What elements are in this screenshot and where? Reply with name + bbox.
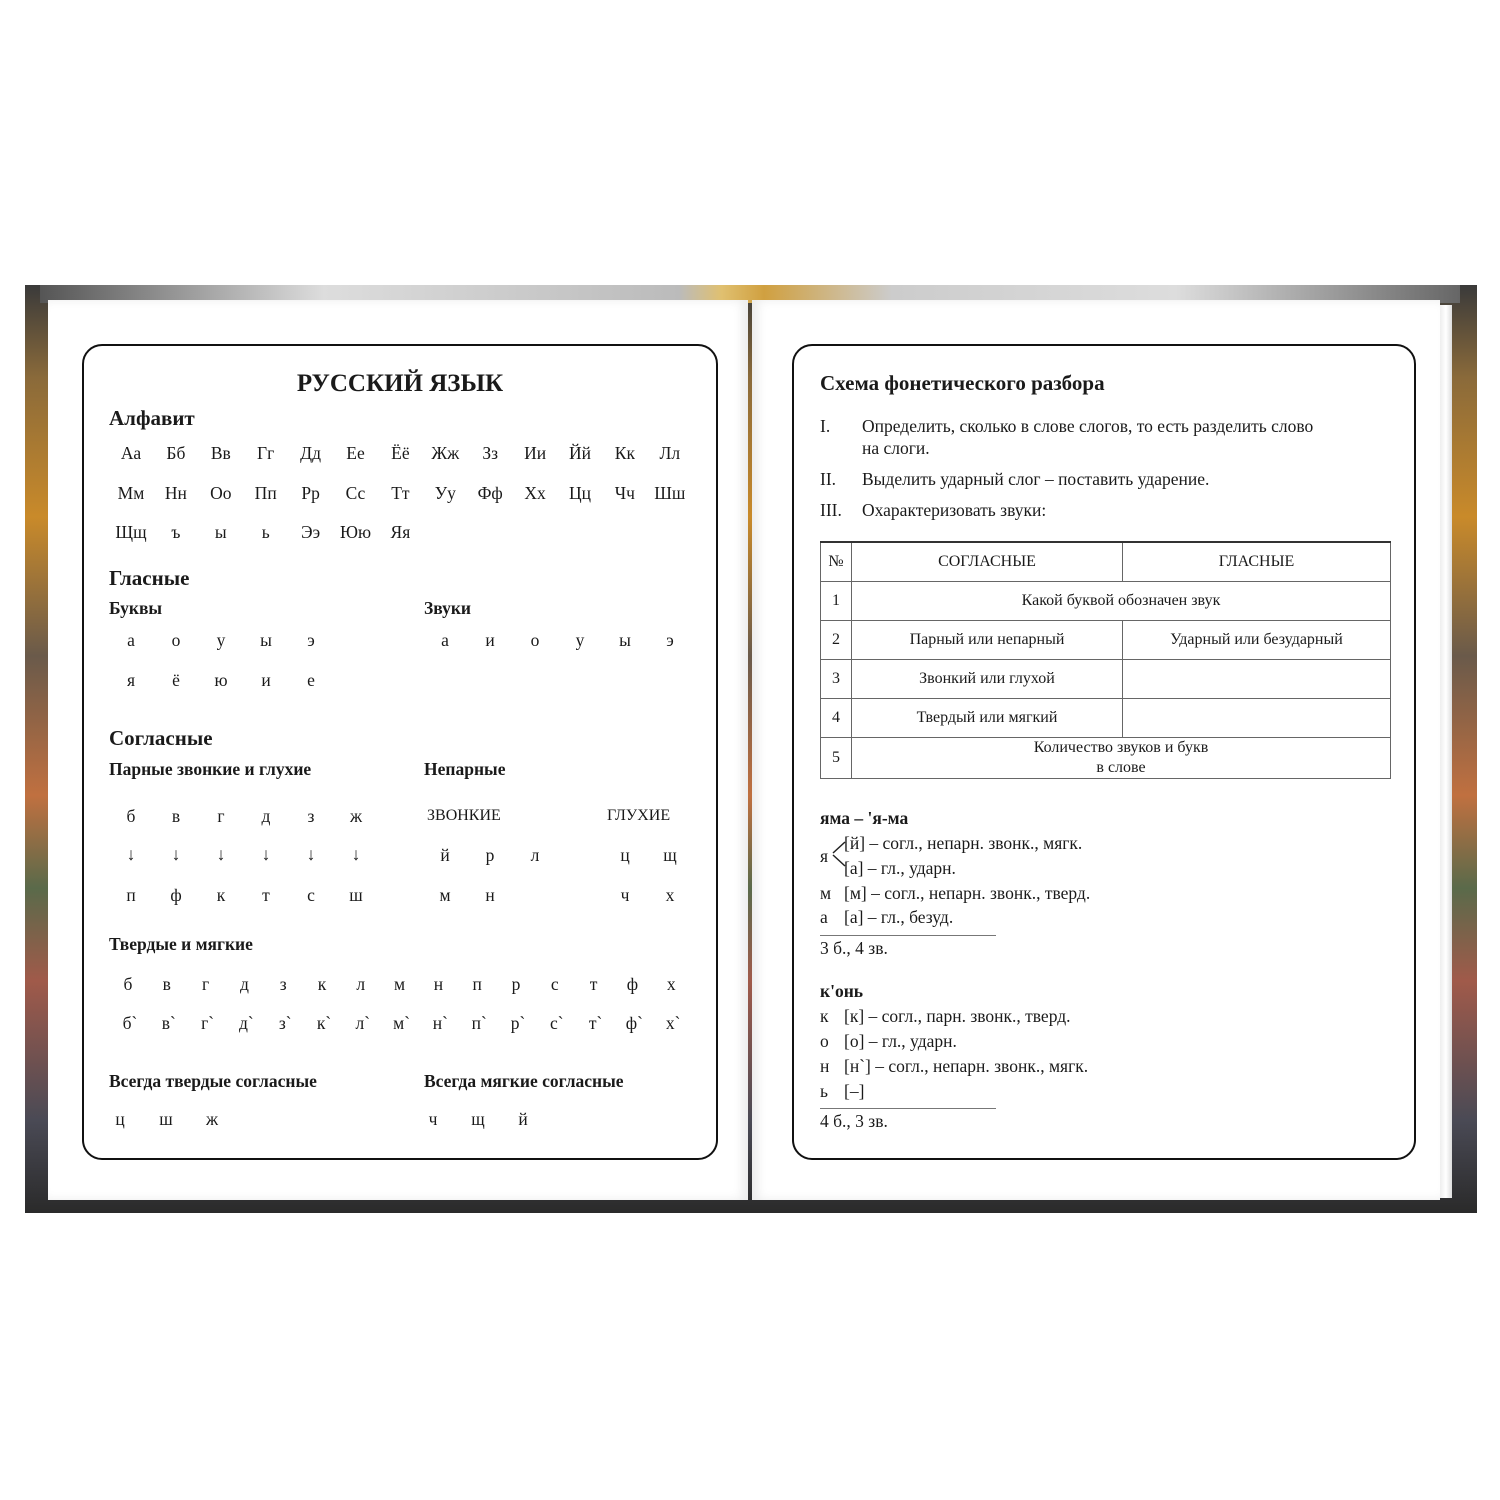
vowel-letter: е bbox=[307, 670, 315, 690]
hard-consonant: т bbox=[589, 974, 598, 994]
header-num: № bbox=[821, 542, 852, 582]
example-letter: я bbox=[820, 846, 829, 866]
vowel-sound: ы bbox=[619, 630, 631, 650]
alphabet-letter: Жж bbox=[431, 443, 460, 463]
soft-consonant: с` bbox=[549, 1013, 564, 1033]
soft-consonant: л` bbox=[355, 1013, 371, 1033]
alphabet-letter: Кк bbox=[614, 443, 635, 463]
row-vowel bbox=[1123, 660, 1391, 699]
vowel-sound: э bbox=[666, 630, 674, 650]
alphabet-letter: Оо bbox=[210, 482, 232, 503]
alphabet-letter: Тт bbox=[391, 482, 410, 503]
hard-consonant: б bbox=[123, 974, 133, 994]
vowel-sound: о bbox=[530, 630, 540, 650]
subheading-hard-soft: Твердые и мягкие bbox=[109, 934, 253, 954]
alphabet-letter: Цц bbox=[568, 482, 592, 503]
paired-voiceless: к bbox=[216, 885, 226, 905]
always-soft: щ bbox=[471, 1109, 485, 1129]
soft-consonant: н` bbox=[432, 1013, 448, 1033]
alphabet-letter: Ээ bbox=[301, 522, 321, 542]
always-soft: й bbox=[518, 1109, 528, 1129]
vowel-letter: а bbox=[127, 630, 135, 650]
soft-consonant: б` bbox=[122, 1013, 138, 1033]
example-letter: ь bbox=[820, 1081, 828, 1101]
vowel-letter: у bbox=[216, 630, 226, 650]
hard-consonant: с bbox=[550, 974, 559, 994]
example-letter: н bbox=[820, 1056, 830, 1076]
soft-consonant: г` bbox=[201, 1013, 215, 1033]
paired-voiced: б bbox=[126, 806, 136, 826]
table-row bbox=[821, 738, 1391, 779]
example-word: яма – 'я-ма bbox=[820, 808, 909, 828]
example-line: [а] – гл., безуд. bbox=[844, 907, 954, 927]
section-heading-consonants: Согласные bbox=[109, 726, 213, 750]
step-text: на слоги. bbox=[862, 438, 930, 458]
unpaired-voiced: н bbox=[485, 885, 495, 905]
vowel-letter: ю bbox=[214, 670, 228, 690]
alphabet-letter: Аа bbox=[120, 443, 142, 463]
hard-consonant: к bbox=[317, 974, 327, 994]
example-line: [о] – гл., ударн. bbox=[844, 1031, 957, 1051]
step-text: Охарактеризовать звуки: bbox=[862, 500, 1047, 520]
hard-consonant: л bbox=[356, 974, 366, 994]
table-row bbox=[821, 699, 1391, 738]
alphabet-letter: Рр bbox=[301, 482, 320, 503]
example-word: к'онь bbox=[820, 981, 864, 1001]
alphabet-letter: Ии bbox=[524, 443, 547, 463]
example-letter: о bbox=[820, 1031, 829, 1051]
table-header-row bbox=[821, 542, 1391, 582]
right-title: Схема фонетического разбора bbox=[820, 371, 1105, 395]
always-hard: ш bbox=[159, 1109, 173, 1129]
row-consonant: Парный или непарный bbox=[852, 621, 1123, 660]
phonetic-table bbox=[820, 541, 1391, 779]
arrow-down-icon: ↓ bbox=[306, 844, 316, 864]
arrow-down-icon: ↓ bbox=[171, 844, 181, 864]
hard-consonant: р bbox=[511, 974, 521, 994]
soft-consonant: п` bbox=[471, 1013, 487, 1033]
vowel-sound: а bbox=[441, 630, 449, 650]
vowel-letter: я bbox=[126, 670, 136, 690]
alphabet-letter: Вв bbox=[210, 443, 231, 463]
soft-consonant: ф` bbox=[625, 1013, 643, 1033]
paired-voiced: з bbox=[307, 806, 315, 826]
example-line: [й] – согл., непарн. звонк., мягк. bbox=[844, 833, 1083, 853]
alphabet-letter: Юю bbox=[339, 522, 372, 542]
always-hard: ц bbox=[115, 1109, 125, 1129]
example-total: 3 б., 4 зв. bbox=[820, 938, 888, 958]
alphabet-letter: Яя bbox=[390, 522, 411, 542]
paired-voiced: д bbox=[261, 806, 271, 826]
subheading-always-hard: Всегда твердые согласные bbox=[109, 1071, 317, 1091]
vowel-letter: э bbox=[307, 630, 315, 650]
hard-consonant: г bbox=[202, 974, 210, 994]
unpaired-voiceless: ч bbox=[620, 885, 630, 905]
alphabet-letter: Бб bbox=[166, 443, 186, 463]
subheading-unpaired: Непарные bbox=[424, 759, 506, 779]
label-voiceless: ГЛУХИЕ bbox=[607, 807, 671, 824]
alphabet-letter: Гг bbox=[257, 443, 275, 463]
vowel-sound: у bbox=[575, 630, 585, 650]
paired-voiceless: п bbox=[126, 885, 136, 905]
soft-consonant: в` bbox=[161, 1013, 176, 1033]
always-hard: ж bbox=[205, 1109, 219, 1129]
subheading-paired: Парные звонкие и глухие bbox=[109, 759, 312, 779]
row-num: 2 bbox=[821, 621, 852, 660]
hard-consonant: д bbox=[239, 974, 249, 994]
divider bbox=[820, 935, 996, 936]
vowel-sound: и bbox=[485, 630, 495, 650]
paired-voiced: г bbox=[217, 806, 225, 826]
paired-voiced: ж bbox=[349, 806, 363, 826]
unpaired-voiceless: щ bbox=[663, 845, 677, 865]
soft-consonant: з` bbox=[278, 1013, 292, 1033]
alphabet-letter: Мм bbox=[117, 482, 145, 503]
alphabet-letter: Лл bbox=[659, 443, 681, 463]
arrow-down-icon: ↓ bbox=[261, 844, 271, 864]
soft-consonant: к` bbox=[316, 1013, 332, 1033]
vowel-letter: о bbox=[171, 630, 181, 650]
left-page-frame bbox=[82, 344, 718, 1160]
row-text bbox=[852, 738, 1391, 779]
subheading-letters: Буквы bbox=[109, 598, 163, 618]
unpaired-voiced: м bbox=[439, 885, 451, 905]
paired-voiceless: т bbox=[262, 885, 270, 905]
table-row bbox=[821, 660, 1391, 699]
row-text-line2: в слове bbox=[1096, 759, 1146, 776]
soft-consonant: х` bbox=[665, 1013, 681, 1033]
row-num: 1 bbox=[821, 582, 852, 621]
unpaired-voiceless: х bbox=[665, 885, 675, 905]
soft-consonant: м` bbox=[393, 1013, 411, 1033]
step-text: Определить, сколько в слове слогов, то есть разделить слово bbox=[862, 416, 1314, 436]
alphabet-letter: Шш bbox=[654, 482, 686, 503]
section-heading-vowels: Гласные bbox=[109, 566, 190, 590]
vowel-letter: и bbox=[261, 670, 271, 690]
alphabet-letter: Ее bbox=[346, 443, 365, 463]
hard-consonant: н bbox=[433, 974, 444, 994]
paired-voiceless: ф bbox=[170, 885, 182, 905]
row-vowel bbox=[1123, 699, 1391, 738]
example-line: [м] – согл., непарн. звонк., тверд. bbox=[844, 883, 1091, 903]
alphabet-letter: Нн bbox=[164, 482, 187, 503]
example-letter: а bbox=[820, 907, 828, 927]
paired-voiceless: ш bbox=[349, 885, 363, 905]
example-letter: к bbox=[820, 1006, 829, 1026]
hard-consonant: в bbox=[162, 974, 171, 994]
unpaired-voiced: й bbox=[440, 845, 450, 865]
branch-icon bbox=[828, 838, 848, 878]
example-letter: м bbox=[820, 883, 832, 903]
row-num: 3 bbox=[821, 660, 852, 699]
row-num: 4 bbox=[821, 699, 852, 738]
hard-consonant: п bbox=[472, 974, 482, 994]
row-text: Какой буквой обозначен звук bbox=[852, 582, 1391, 621]
alphabet-letter: Зз bbox=[482, 443, 499, 463]
row-text-line1: Количество звуков и букв bbox=[1033, 739, 1209, 756]
paired-voiced: в bbox=[171, 806, 181, 826]
row-consonant: Звонкий или глухой bbox=[852, 660, 1123, 699]
subheading-always-soft: Всегда мягкие согласные bbox=[424, 1071, 624, 1091]
subheading-sounds: Звуки bbox=[424, 598, 472, 618]
hard-consonant: х bbox=[666, 974, 676, 994]
alphabet-letter: Чч bbox=[614, 482, 635, 503]
hard-consonant: ф bbox=[626, 974, 639, 994]
arrow-down-icon: ↓ bbox=[126, 844, 136, 864]
alphabet-letter: Пп bbox=[254, 482, 277, 503]
hard-consonant: м bbox=[394, 974, 406, 994]
paired-voiceless: с bbox=[307, 885, 315, 905]
step-num: II. bbox=[820, 469, 837, 489]
alphabet-letter: Дд bbox=[300, 443, 322, 463]
vowel-letter: ё bbox=[172, 670, 180, 690]
alphabet-letter: Уу bbox=[434, 482, 456, 503]
alphabet-letter: ъ bbox=[171, 522, 181, 542]
alphabet-letter: Хх bbox=[524, 482, 546, 503]
table-row bbox=[821, 582, 1391, 621]
section-heading-alphabet: Алфавит bbox=[109, 406, 195, 430]
row-vowel: Ударный или безударный bbox=[1123, 621, 1391, 660]
page-edges bbox=[1440, 305, 1452, 1198]
divider bbox=[820, 1108, 996, 1109]
hard-consonant: з bbox=[279, 974, 287, 994]
example-line: [н`] – согл., непарн. звонк., мягк. bbox=[844, 1056, 1089, 1076]
soft-consonant: р` bbox=[510, 1013, 526, 1033]
soft-consonant: д` bbox=[239, 1013, 254, 1033]
vowel-letter: ы bbox=[260, 630, 272, 650]
header-consonants: СОГЛАСНЫЕ bbox=[852, 542, 1123, 582]
arrow-down-icon: ↓ bbox=[216, 844, 226, 864]
alphabet-letter: Ёё bbox=[391, 443, 410, 463]
step-num: III. bbox=[820, 500, 842, 520]
unpaired-voiceless: ц bbox=[620, 845, 630, 865]
row-num: 5 bbox=[821, 738, 852, 779]
alphabet-letter: ь bbox=[261, 522, 270, 542]
table-row bbox=[821, 621, 1391, 660]
alphabet-letter: Йй bbox=[568, 443, 592, 463]
example-line: [–] bbox=[844, 1081, 865, 1101]
example-line: [а] – гл., ударн. bbox=[844, 858, 956, 878]
label-voiced: ЗВОНКИЕ bbox=[427, 807, 501, 824]
step-text: Выделить ударный слог – поставить ударение. bbox=[862, 469, 1210, 489]
unpaired-voiced: р bbox=[485, 845, 495, 865]
soft-consonant: т` bbox=[588, 1013, 603, 1033]
arrow-down-icon: ↓ bbox=[351, 844, 361, 864]
header-vowels: ГЛАСНЫЕ bbox=[1123, 542, 1391, 582]
alphabet-letter: Щщ bbox=[115, 522, 147, 542]
alphabet-letter: Фф bbox=[477, 482, 503, 503]
alphabet-letter: Сс bbox=[345, 482, 366, 503]
example-line: [к] – согл., парн. звонк., тверд. bbox=[844, 1006, 1071, 1026]
step-num: I. bbox=[820, 416, 831, 436]
unpaired-voiced: л bbox=[530, 845, 540, 865]
row-consonant: Твердый или мягкий bbox=[852, 699, 1123, 738]
always-soft: ч bbox=[428, 1109, 438, 1129]
alphabet-letter: ы bbox=[214, 522, 227, 542]
example-total: 4 б., 3 зв. bbox=[820, 1111, 888, 1131]
page-title: РУССКИЙ ЯЗЫК bbox=[296, 370, 504, 397]
